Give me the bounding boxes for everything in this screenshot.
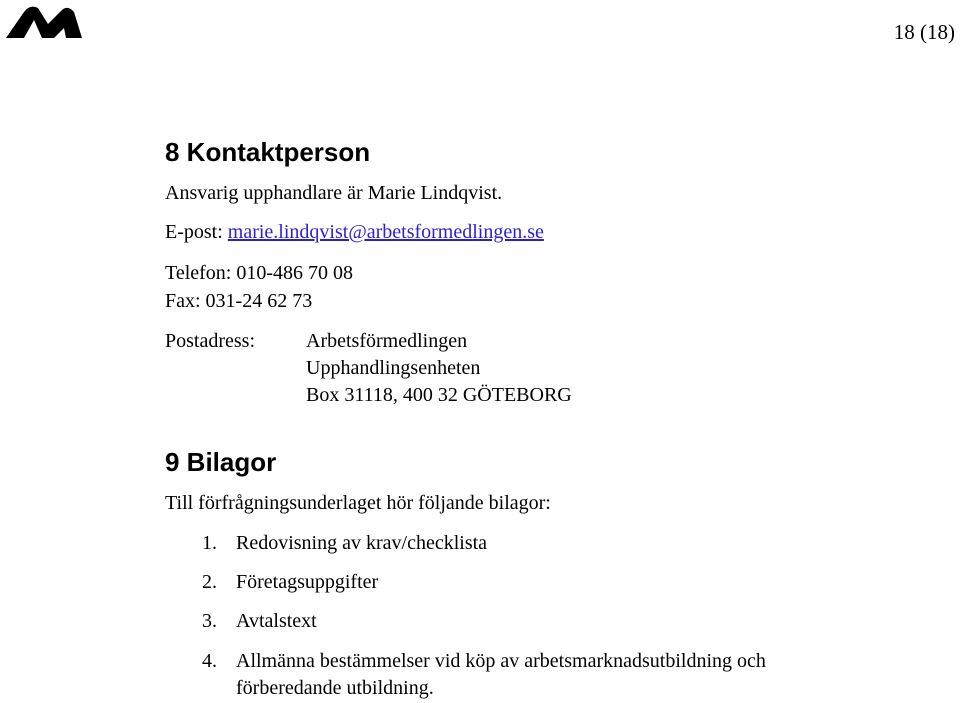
email-line [165,221,544,244]
list-item [202,650,766,673]
email-link[interactable]: marie.lindqvist@arbetsformedlingen.se [227,221,544,243]
address-label: Postadress: [165,330,255,352]
list-item [202,571,378,594]
list-item-text: Allmänna bestämmelser vid köp av arbetsmarknadsutbildning och [236,650,766,672]
email-label: E-post: [165,221,228,243]
list-item [202,532,487,555]
list-item [202,610,317,633]
list-item-number: 2. [202,571,217,593]
address-line-3: Box 31118, 400 32 GÖTEBORG [306,384,572,406]
arbetsformedlingen-logo-icon [4,2,84,42]
list-item-text: Redovisning av krav/checklista [236,532,488,554]
list-item-text: Företagsuppgifter [236,571,379,593]
attachments-intro: Till förfrågningsunderlaget hör följande bilagor: [165,492,551,514]
list-item-text: Avtalstext [236,610,317,632]
address-line-1: Arbetsförmedlingen [306,330,468,352]
list-item-number: 1. [202,532,217,554]
section-9-heading: 9 Bilagor [165,447,277,477]
fax-text: Fax: 031-24 62 73 [165,290,313,312]
section-8-heading: 8 Kontaktperson [165,137,371,167]
list-item-number: 4. [202,650,217,672]
phone-text: Telefon: 010-486 70 08 [165,262,354,284]
responsible-text: Ansvarig upphandlare är Marie Lindqvist. [165,182,503,204]
list-item-number: 3. [202,610,217,632]
page-number: 18 (18) [893,20,955,44]
list-item-continuation: förberedande utbildning. [236,677,434,699]
address-line-2: Upphandlingsenheten [306,357,481,379]
